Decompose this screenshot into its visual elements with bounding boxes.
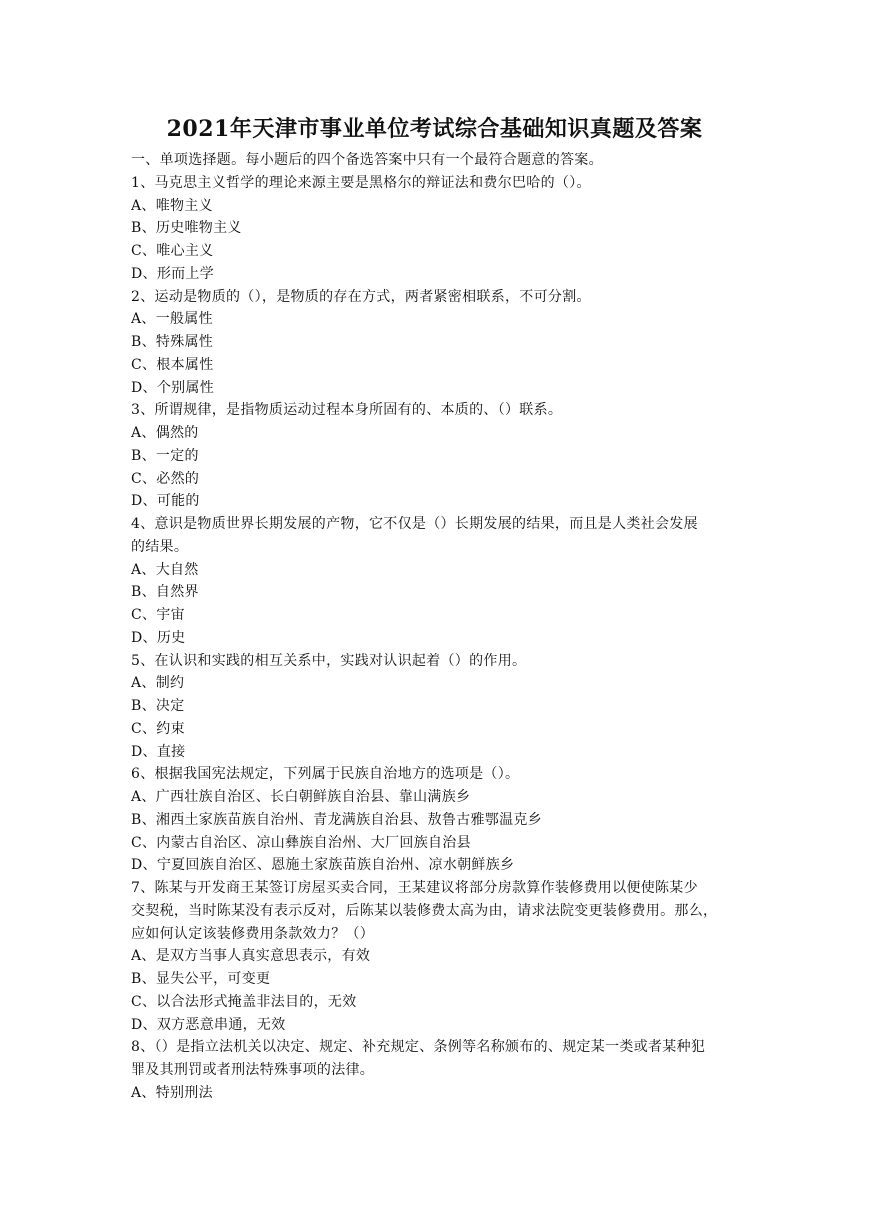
section-instructions: 一、单项选择题。每小题后的四个备选答案中只有一个最符合题意的答案。 (131, 152, 603, 168)
question-6-option-a: A、广西壮族自治区、长白朝鲜族自治县、靠山满族乡 (131, 789, 471, 805)
question-2-option-a: A、一般属性 (131, 311, 213, 328)
question-3-option-c: C、必然的 (131, 470, 200, 487)
question-1-option-b: B、历史唯物主义 (131, 220, 242, 237)
question-6-option-d: D、宁夏回族自治区、恩施土家族苗族自治州、凉水朝鲜族乡 (131, 857, 515, 874)
question-4-option-c: C、宇宙 (131, 607, 185, 623)
question-5-option-a: A、制约 (131, 675, 185, 692)
question-6-stem: 6、根据我国宪法规定，下列属于民族自治地方的选项是（）。 (131, 766, 520, 783)
question-3-option-d: D、可能的 (131, 493, 200, 510)
question-2-option-c: C、根本属性 (131, 356, 214, 373)
question-8-option-a: A、特别刑法 (131, 1084, 213, 1101)
question-6-option-c: C、内蒙古自治区、凉山彝族自治州、大厂回族自治县 (131, 834, 471, 851)
question-6-option-b: B、湘西土家族苗族自治州、青龙满族自治县、敖鲁古雅鄂温克乡 (131, 811, 542, 828)
question-4-option-d: D、历史 (131, 629, 186, 646)
document-title: 2021年天津市事业单位考试综合基础知识真题及答案 (166, 116, 703, 142)
question-3-stem: 3、所谓规律，是指物质运动过程本身所固有的、本质的、（）联系。 (131, 402, 563, 419)
question-5-stem: 5、在认识和实践的相互关系中，实践对认识起着（）的作用。 (131, 652, 527, 669)
document-body (131, 149, 747, 1105)
question-7-option-d: D、双方恶意串通，无效 (131, 1016, 286, 1033)
question-2-option-d: D、个别属性 (131, 379, 215, 396)
question-4-option-a: A、大自然 (131, 561, 199, 578)
question-2-stem: 2、运动是物质的（），是物质的存在方式，两者紧密相联系，不可分割。 (131, 288, 591, 305)
question-5-option-d: D、直接 (131, 743, 186, 760)
question-8-stem: 罪及其刑罚或者刑法特殊事项的法律。 (131, 1062, 375, 1078)
question-7-stem: 7、陈某与开发商王某签订房屋买卖合同，王某建议将部分房款算作装修费用以便使陈某少 (131, 880, 698, 896)
question-7-option-c: C、以合法形式掩盖非法目的，无效 (131, 993, 357, 1010)
question-3-option-b: B、一定的 (131, 447, 199, 464)
question-2-option-b: B、特殊属性 (131, 334, 214, 350)
question-1-stem: 1、马克思主义哲学的理论来源主要是黑格尔的辩证法和费尔巴哈的（）。 (131, 174, 591, 191)
question-7-option-b: B、显失公平，可变更 (131, 971, 271, 987)
question-7-option-a: A、是双方当事人真实意思表示，有效 (131, 948, 371, 965)
question-1-option-d: D、形而上学 (131, 265, 215, 282)
question-8-stem: 8、（）是指立法机关以决定、规定、补充规定、条例等名称颁布的、规定某一类或者某种犯 (131, 1039, 706, 1056)
question-1-option-a: A、唯物主义 (131, 197, 213, 214)
question-4-stem: 的结果。 (131, 538, 189, 555)
question-7-stem: 交契税，当时陈某没有表示反对，后陈某以装修费太高为由，请求法院变更装修费用。那么， (131, 902, 718, 919)
question-3-option-a: A、偶然的 (131, 425, 199, 441)
question-4-option-b: B、自然界 (131, 584, 199, 601)
question-5-option-b: B、决定 (131, 698, 185, 714)
question-4-stem: 4、意识是物质世界长期发展的产物，它不仅是（）长期发展的结果，而且是人类社会发展 (131, 516, 698, 532)
question-5-option-c: C、约束 (131, 720, 185, 737)
question-7-stem: 应如何认定该装修费用条款效力？（） (131, 925, 375, 942)
question-1-option-c: C、唯心主义 (131, 243, 214, 259)
